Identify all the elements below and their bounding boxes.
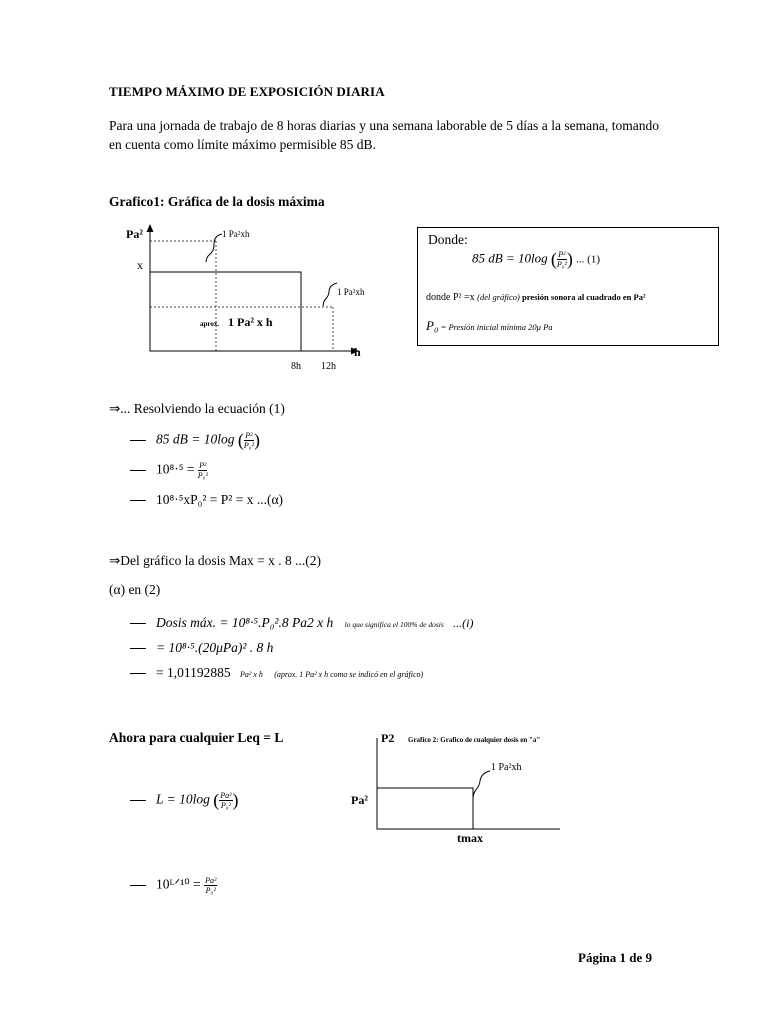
graph2-caption: Grafico 2: Grafico de cualquier dosis en "a" [408, 736, 541, 744]
graph2-ylabel: Pa² [351, 793, 368, 807]
box-equation: 85 dB = 10log ( $\frac{\text{P²}}{\text{P₀²}}$ ) ... (1) [472, 249, 600, 269]
graph1-xlabel: h [354, 345, 361, 359]
dose-eq-3: = 1,01192885 Pa² x h (aprox. 1 Pa² x h como se indicó en el gráfico) [130, 665, 423, 681]
solve-eq-2: 10⁸·⁵ = $\frac{\text{P²}}{\text{P₀²}}$ [130, 461, 208, 480]
solve-eq-1: 85 dB = 10log ( $\frac{\text{P²}}{\text{P₀²}}$ ) [130, 430, 260, 451]
graph1-unit-top: 1 Pa²xh [222, 229, 250, 239]
graph1-svg [110, 222, 400, 382]
box-line3: P₀ = Presión inicial mínima 20μ Pa [426, 318, 553, 333]
solve-eq-3: 10⁸·⁵xP₀² = P² = x ...(α) [130, 492, 283, 508]
solve-heading: ⇒... Resolviendo la ecuación (1) [109, 401, 285, 416]
graph1-pointer-right [323, 283, 337, 306]
definitions-box [417, 227, 719, 346]
box-eq-ref: ... (1) [576, 253, 600, 266]
graph1-y-arrow [147, 224, 154, 232]
graph1-ylabel: Pa² [126, 227, 143, 241]
graph2-unit: 1 Pa²xh [491, 762, 522, 773]
page-title: TIEMPO MÁXIMO DE EXPOSICIÓN DIARIA [109, 84, 385, 99]
graph1-tick-8: 8h [291, 361, 301, 372]
leq-eq-2: 10ᴸᐟ¹⁰ = $\frac{\text{Pa²}}{\text{P₀²}}$ [130, 876, 217, 895]
graph2-pointer [473, 771, 490, 798]
graph1-heading: Grafico1: Gráfica de la dosis máxima [109, 194, 325, 209]
graph2-ylabel-top: P2 [381, 731, 395, 745]
graph1-tick-12: 12h [321, 361, 336, 372]
graph1-pointer-top [206, 234, 222, 262]
box-donde: Donde: [428, 232, 468, 247]
box-line2: donde P² =x (del gráfico) presión sonora al cuadrado en Pa² [426, 292, 646, 303]
box-eq-frac: $\frac{\text{P²}}{\text{P₀²}}$ [556, 250, 567, 269]
graph2-xlabel: tmax [457, 831, 483, 845]
dose-heading: ⇒Del gráfico la dosis Max = x . 8 ...(2) [109, 553, 322, 568]
graph1-dose-rect [150, 272, 301, 351]
graph1-x-mark: x [137, 258, 143, 272]
graph2-svg [345, 726, 665, 851]
graph1-area-label: 1 Pa² x h [228, 315, 273, 329]
graph2-dose-rect [377, 788, 473, 829]
leq-heading: Ahora para cualquier Leq = L [109, 730, 284, 745]
page-number: Página 1 de 9 [578, 950, 653, 965]
leq-eq-1: L = 10log ( $\frac{\text{Pa²}}{\text{P₀²}}$ ) [130, 790, 239, 811]
box-eq-left: 85 dB = 10log [472, 250, 548, 266]
dose-eq-2: = 10⁸·⁵.(20μPa)² . 8 h [130, 640, 273, 656]
dose-alpha: (α) en (2) [109, 582, 161, 597]
intro-paragraph: Para una jornada de trabajo de 8 horas diarias y una semana laborable de 5 días a la semana, tomando en cuenta como límite máximo permisible 85 dB. [109, 118, 659, 152]
graph1-unit-right: 1 Pa²xh [337, 287, 365, 297]
graph1-area-small: aprox. [200, 320, 220, 328]
dose-eq-1: Dosis máx. = 10⁸·⁵.P₀².8 Pa2 x h lo que significa el 100% de dosis ...(i) [130, 615, 473, 631]
